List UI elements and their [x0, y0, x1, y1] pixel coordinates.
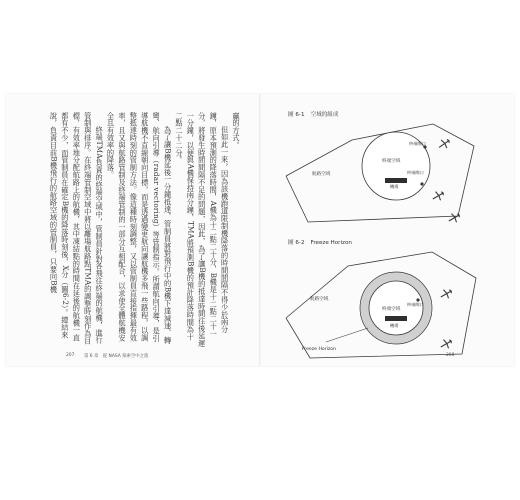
- aircraft-icon: [438, 337, 453, 352]
- label-enroute: 航路空域: [312, 172, 331, 177]
- aircraft-icon: [436, 136, 452, 151]
- label-terminal: 終端空域: [382, 159, 401, 164]
- figure-number: 圖 6-1: [288, 112, 305, 118]
- figure-6-1-airspace-diagram: [268, 118, 508, 230]
- aircraft-icon: [446, 211, 461, 226]
- left-page-number: 207: [66, 353, 75, 358]
- label-gate-a: 終端閘口: [409, 141, 426, 146]
- figure-title: 空域的組成: [310, 112, 339, 118]
- figure-6-2-freeze-horizon-diagram: [268, 246, 508, 364]
- label-terminal: 終端空域: [382, 307, 401, 312]
- gate-dot: [420, 182, 423, 185]
- aircraft-icon: [438, 287, 453, 302]
- airport-runway: [385, 316, 407, 321]
- left-running-head: 第 6 章 從 NASA 探索空中之旅: [84, 354, 149, 359]
- paragraph: 贏的方式。: [232, 112, 241, 149]
- right-page-number: 208: [446, 353, 455, 358]
- paragraph: 但如此一來，因為該機跑道限制機降落的時間間隔不得少於兩分鐘，原本預測的降落時間，A機為十二點二十分，B機是十二點二十一分，將發生時間間隔不足的問題，因此，為了讓B機的抵達時間往後延遲一分鐘，以便與A機保持兩分鐘，TMA將預測B機的預計降落時間為十二點二十二分。: [174, 112, 230, 347]
- figure-number: 圖 6-2: [288, 240, 305, 246]
- label-airport: 機場: [390, 323, 399, 328]
- figure-title: Freeze Horizon: [310, 240, 352, 246]
- label-gate: 終端閘口: [407, 302, 424, 307]
- figure-6-2-caption: [288, 238, 352, 246]
- label-freeze-horizon: Freeze Horizon: [302, 347, 337, 352]
- figure-6-1-caption: [288, 110, 339, 118]
- book-gutter: [259, 94, 261, 366]
- aircraft-icon: [430, 189, 445, 204]
- label-gate-b: 終端閘口: [407, 170, 424, 175]
- freeze-horizon-pointer: [326, 328, 368, 342]
- airport-runway: [385, 178, 407, 183]
- label-airport: 機場: [390, 184, 399, 189]
- left-page-body-text: [49, 112, 242, 348]
- label-enroute: 航路空域: [310, 297, 329, 302]
- paragraph: 為了讓B機延後一分鐘抵達，管制員將對飛行中的B機下達減速、轉彎、航向引導（radar vectoring）等管制指示。所謂航向引導，是引導航機不直線朝向目標，而是透過變更航向讓航機多飛一些路程，以調整抵達時刻的管制方法。像這種時刻調整，又以管制員直接指揮最有效率，且又與航路管制及終端管制的一部分互相配合，以求使全體航機安全且有效率的降落。: [106, 112, 173, 345]
- paragraph: 終端TMA負責的終端空域中，管制員針對各飛往終端的航機，進行管制與排序。在終端管制空域中將以離場航路點TMA的調整時刻作為目標，有效率地分配航路上的航機，其中凍結點的時間在延後的航機一直都有不少，而管制員在確定B機的降落時刻後，X分（圖6-2）。總結來說，負責目前B機飛行的航路空域的管制員，只要向B機: [49, 112, 105, 345]
